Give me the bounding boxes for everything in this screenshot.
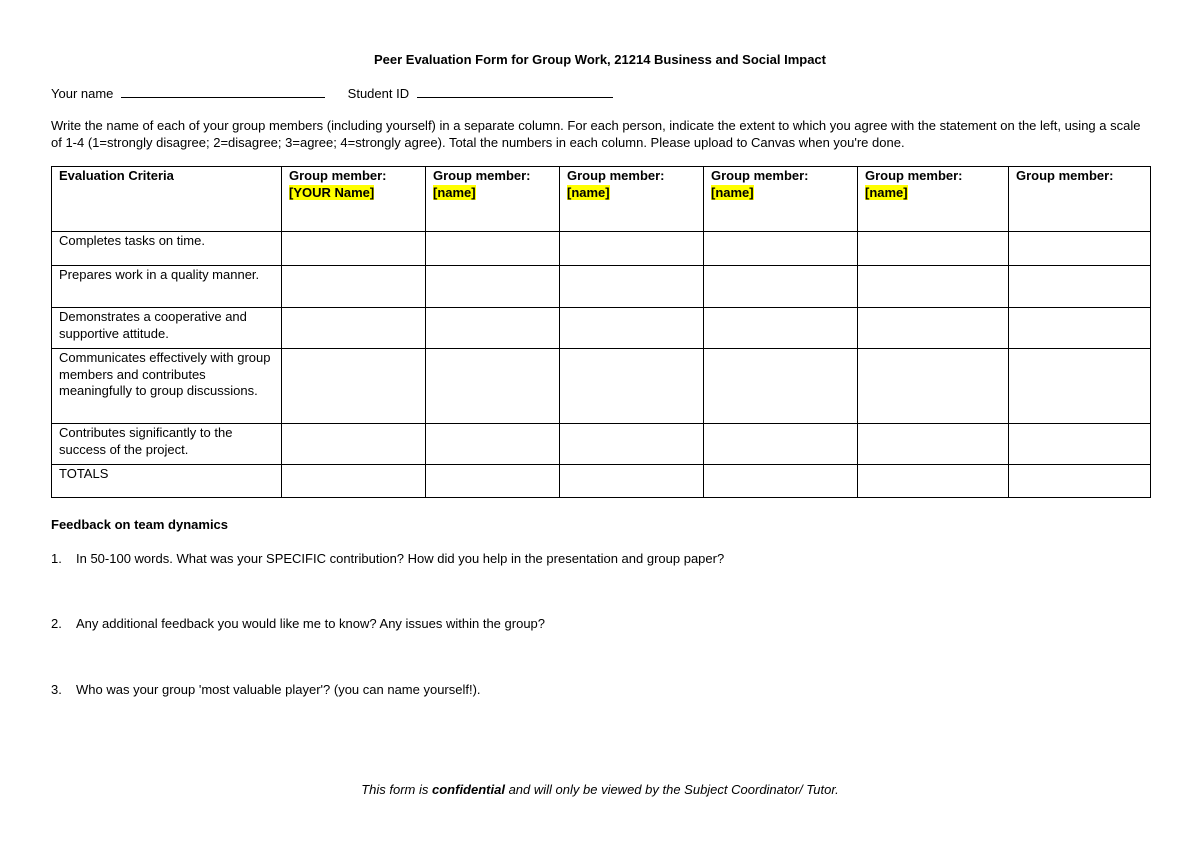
question-number: 2. (51, 616, 62, 631)
score-cell[interactable] (1009, 424, 1151, 465)
totals-label: TOTALS (52, 465, 282, 498)
score-cell[interactable] (282, 349, 426, 424)
total-cell[interactable] (560, 465, 704, 498)
question-3 (51, 682, 481, 697)
member-name-placeholder[interactable]: [name] (433, 184, 476, 200)
score-cell[interactable] (560, 232, 704, 266)
your-name-field[interactable] (121, 85, 325, 98)
score-cell[interactable] (1009, 349, 1151, 424)
score-cell[interactable] (560, 424, 704, 465)
score-cell[interactable] (282, 266, 426, 308)
question-text: In 50-100 words. What was your SPECIFIC contribution? How did you help in the presentation and group paper? (76, 551, 725, 566)
score-cell[interactable] (858, 424, 1009, 465)
score-cell[interactable] (1009, 266, 1151, 308)
score-cell[interactable] (704, 308, 858, 349)
score-cell[interactable] (1009, 308, 1151, 349)
total-cell[interactable] (858, 465, 1009, 498)
member-header-label: Group member: (865, 168, 963, 183)
question-text: Any additional feedback you would like me to know? Any issues within the group? (76, 616, 546, 631)
table-row (52, 349, 1151, 424)
member-header-3 (560, 167, 704, 232)
question-2 (51, 616, 545, 631)
member-header-label: Group member: (567, 168, 665, 183)
question-1 (51, 551, 724, 566)
score-cell[interactable] (426, 349, 560, 424)
table-row (52, 232, 1151, 266)
member-header-5 (858, 167, 1009, 232)
score-cell[interactable] (858, 266, 1009, 308)
score-cell[interactable] (282, 424, 426, 465)
total-cell[interactable] (426, 465, 560, 498)
page-title: Peer Evaluation Form for Group Work, 21214 Business and Social Impact (373, 52, 826, 67)
member-header-6 (1009, 167, 1151, 232)
score-cell[interactable] (704, 349, 858, 424)
table-row (52, 308, 1151, 349)
score-cell[interactable] (858, 308, 1009, 349)
confidentiality-note (0, 782, 1200, 797)
member-name-placeholder[interactable]: [name] (865, 184, 908, 200)
score-cell[interactable] (426, 232, 560, 266)
score-cell[interactable] (560, 308, 704, 349)
score-cell[interactable] (426, 424, 560, 465)
score-cell[interactable] (704, 266, 858, 308)
score-cell[interactable] (426, 266, 560, 308)
question-number: 3. (51, 682, 62, 697)
footer-pre: This form is (361, 782, 432, 797)
feedback-heading: Feedback on team dynamics (51, 517, 229, 532)
question-number: 1. (51, 551, 62, 566)
score-cell[interactable] (1009, 232, 1151, 266)
identity-fields (51, 85, 613, 101)
score-cell[interactable] (282, 308, 426, 349)
score-cell[interactable] (426, 308, 560, 349)
criteria-cell: Demonstrates a cooperative and supportive attitude. (52, 308, 282, 349)
table-row (52, 424, 1151, 465)
evaluation-table (51, 166, 1151, 498)
criteria-cell: Communicates effectively with group members and contributes meaningfully to group discussions. (52, 349, 282, 424)
footer-post: and will only be viewed by the Subject Coordinator/ Tutor. (504, 782, 839, 797)
criteria-cell: Contributes significantly to the success of the project. (52, 424, 282, 465)
totals-row (52, 465, 1151, 498)
member-name-placeholder[interactable]: [name] (711, 184, 754, 200)
criteria-cell: Completes tasks on time. (52, 232, 282, 266)
instructions: Write the name of each of your group members (including yourself) in a separate column. For each person, indicate the extent to which you agree with the statement on the left, using a scale of 1-4 (1=strongly disagree; 2=disagree; 3=agree; 4=strongly agree). Total the numbers in each column. Please upload to Canvas when you're done. (51, 118, 1141, 150)
table-row (52, 266, 1151, 308)
score-cell[interactable] (704, 424, 858, 465)
score-cell[interactable] (282, 232, 426, 266)
score-cell[interactable] (560, 266, 704, 308)
your-name-label: Your name (51, 86, 114, 101)
member-header-label: Group member: (433, 168, 531, 183)
table-header-row (52, 167, 1151, 232)
question-text: Who was your group 'most valuable player'? (you can name yourself!). (76, 682, 481, 697)
student-id-field[interactable] (417, 85, 613, 98)
total-cell[interactable] (1009, 465, 1151, 498)
student-id-label: Student ID (347, 86, 410, 101)
score-cell[interactable] (858, 349, 1009, 424)
criteria-cell: Prepares work in a quality manner. (52, 266, 282, 308)
score-cell[interactable] (704, 232, 858, 266)
member-header-label: Group member: (1016, 168, 1114, 183)
member-header-label: Group member: (289, 168, 387, 183)
score-cell[interactable] (858, 232, 1009, 266)
score-cell[interactable] (560, 349, 704, 424)
member-name-placeholder[interactable]: [name] (567, 184, 610, 200)
member-header-1 (282, 167, 426, 232)
member-name-placeholder[interactable]: [YOUR Name] (289, 184, 375, 200)
member-header-label: Group member: (711, 168, 809, 183)
member-header-4 (704, 167, 858, 232)
footer-bold: confidential (432, 782, 505, 797)
total-cell[interactable] (282, 465, 426, 498)
criteria-header: Evaluation Criteria (52, 167, 282, 232)
member-header-2 (426, 167, 560, 232)
total-cell[interactable] (704, 465, 858, 498)
